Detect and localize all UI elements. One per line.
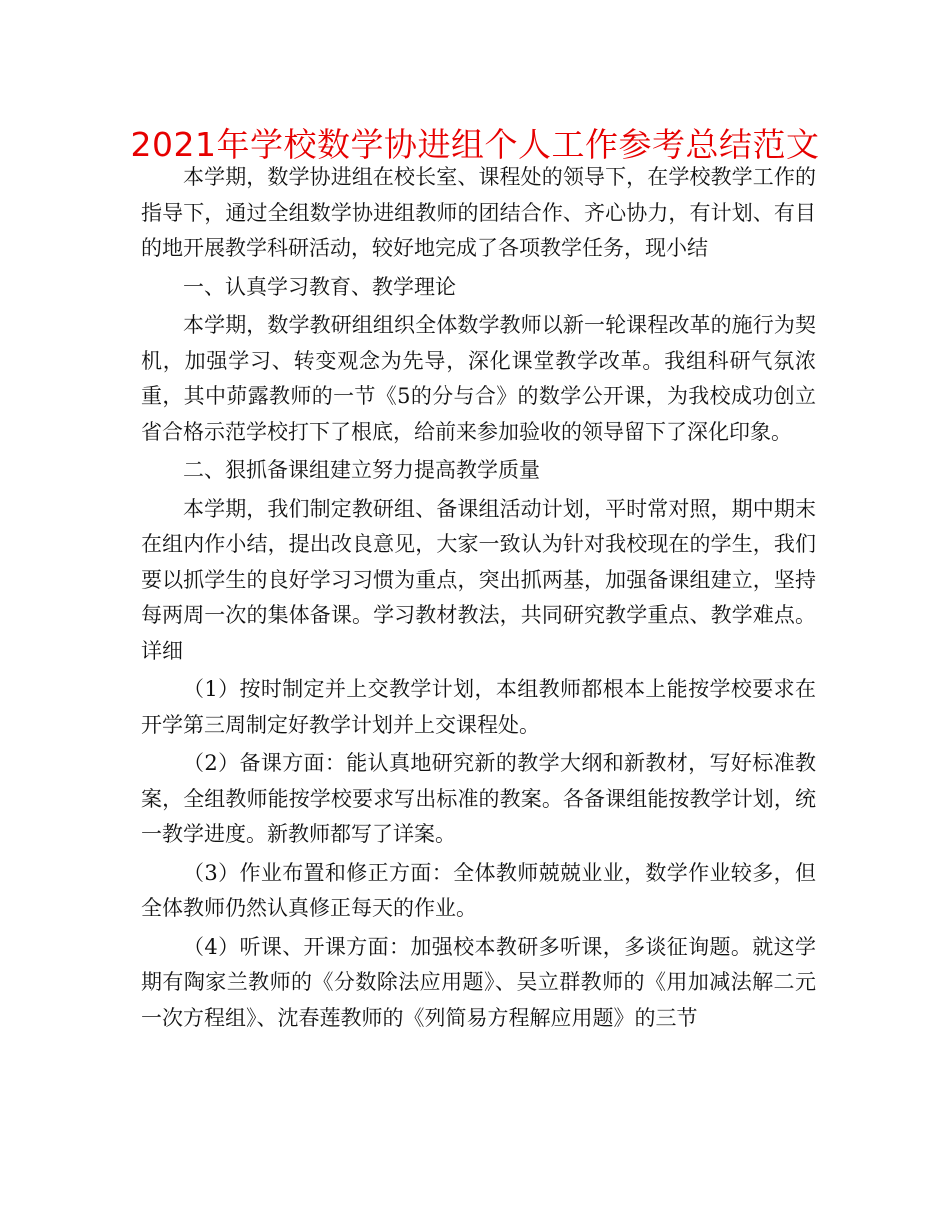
section-heading-2: 二、狠抓备课组建立努力提高教学质量 <box>183 458 540 482</box>
list-item-3: （3）作业布置和修正方面：全体教师兢兢业业，数学作业较多，但全体教师仍然认真修正每天的作业。 <box>141 860 816 920</box>
list-item-1: （1）按时制定并上交教学计划，本组教师都根本上能按学校要求在开学第三周制定好教学计划并上交课程处。 <box>141 677 816 737</box>
document-body <box>141 160 816 1036</box>
intro-paragraph: 本学期，数学协进组在校长室、课程处的领导下，在学校教学工作的指导下，通过全组数学协进组教师的团结合作、齐心协力，有计划、有目的地开展教学科研活动，较好地完成了各项教学任务，现小结 <box>141 165 816 260</box>
section-2-paragraph: 本学期，我们制定教研组、备课组活动计划，平时常对照，期中期末在组内作小结，提出改良意见，大家一致认为针对我校现在的学生，我们要以抓学生的良好学习习惯为重点，突出抓两基，加强备课组建立，坚持每两周一次的集体备课。学习教材教法，共同研究教学重点、教学难点。详细 <box>141 496 816 663</box>
list-item-2: （2）备课方面：能认真地研究新的教学大纲和新教材，写好标准教案，全组教师能按学校要求写出标准的教案。各备课组能按教学计划，统一教学进度。新教师都写了详案。 <box>141 751 816 846</box>
section-heading-1: 一、认真学习教育、教学理论 <box>183 274 456 299</box>
document-title: 2021年学校数学协进组个人工作参考总结范文 <box>130 125 820 164</box>
section-1-paragraph: 本学期，数学教研组组织全体数学教师以新一轮课程改革的施行为契机，加强学习、转变观念为先导，深化课堂教学改革。我组科研气氛浓重，其中茆露教师的一节《5的分与合》的数学公开课，为我校成功创立省合格示范学校打下了根底，给前来参加验收的领导留下了深化印象。 <box>141 313 816 444</box>
list-item-4: （4）听课、开课方面：加强校本教研多听课，多谈征询题。就这学期有陶家兰教师的《分数除法应用题》、吴立群教师的《用加减法解二元一次方程组》、沈春莲教师的《列简易方程解应用题》的三节 <box>141 934 816 1030</box>
